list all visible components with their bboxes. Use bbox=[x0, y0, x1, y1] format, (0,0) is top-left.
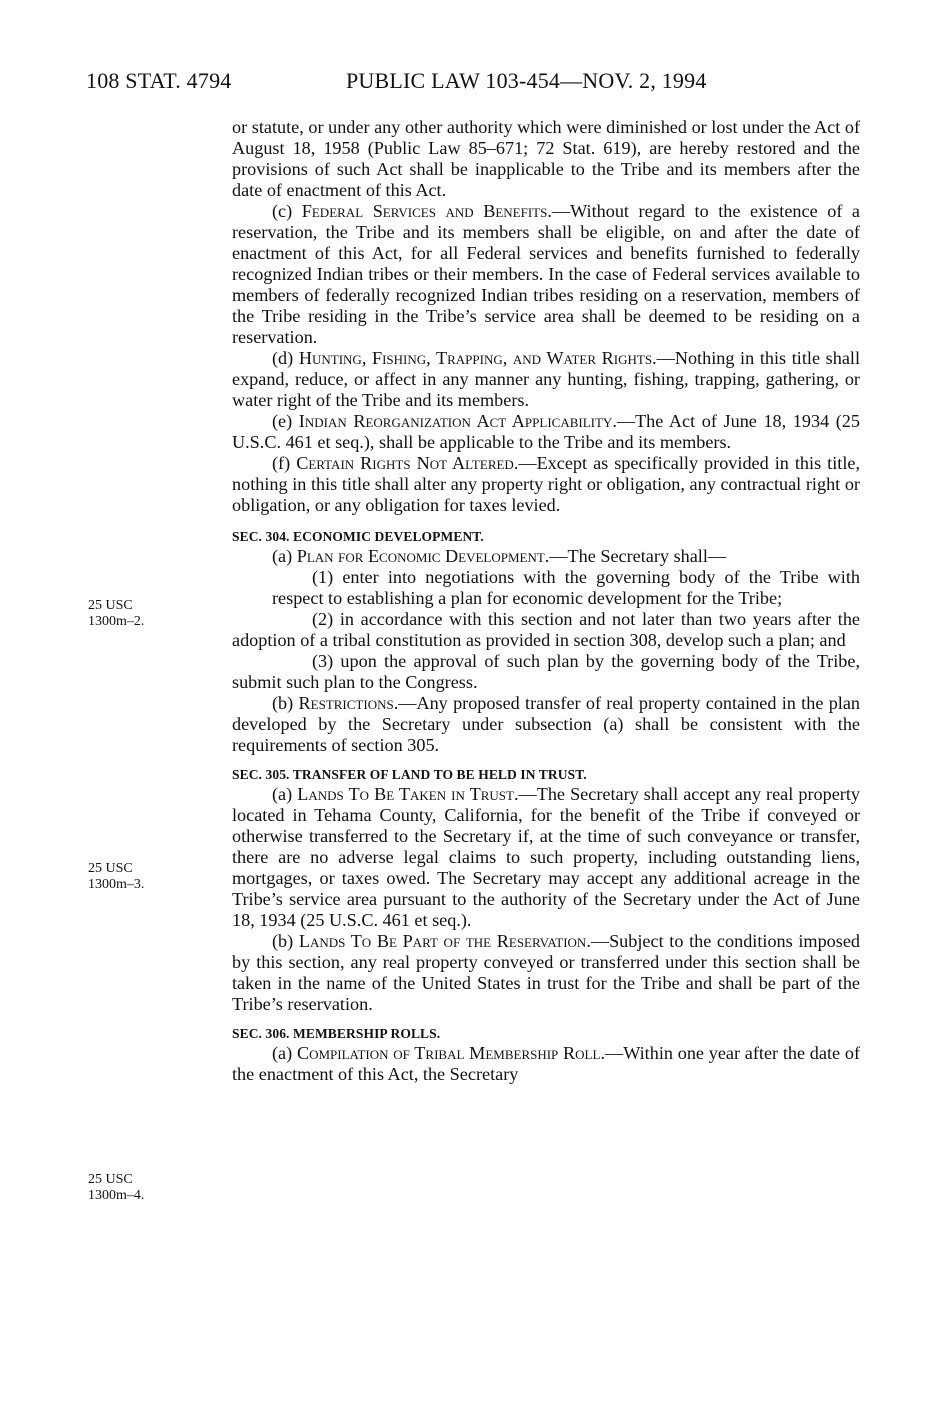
margin-note-text: 25 USC 1300m–4. bbox=[88, 1172, 145, 1203]
subsection-text: —Within one year after the date of the enactment of this Act, the Secretary bbox=[232, 1043, 860, 1084]
section-heading-305: SEC. 305. TRANSFER OF LAND TO BE HELD IN TRUST. bbox=[232, 767, 587, 782]
subsection-text: —The Act of June 18, 1934 (25 U.S.C. 461 et seq.), shall be applicable to the Tribe and its members. bbox=[232, 411, 860, 452]
margin-note-sec-306 bbox=[88, 1172, 144, 1204]
subsection-heading: Compilation of Tribal Membership Roll. bbox=[296, 1043, 605, 1063]
margin-note-sec-304 bbox=[88, 598, 144, 630]
subsection-label: (c) bbox=[272, 201, 293, 221]
sec304-subsection-a bbox=[232, 546, 860, 567]
subsection-heading: Lands To Be Taken in Trust. bbox=[297, 784, 519, 804]
margin-note-text: 25 USC 1300m–3. bbox=[88, 861, 145, 892]
subsection-text: —Except as specifically provided in this title, nothing in this title shall alter any property right or obligation, any contractual right or obligation, or any obligation for taxes levied. bbox=[232, 453, 860, 515]
subsection-text: —The Secretary shall accept any real property located in Tehama County, California, for the benefit of the Tribe if conveyed or otherwise transferred to the Secretary if, at the time of such conveyance or transfer, there are no adverse legal claims to such property, including outstanding liens, mortgages, or taxes owed. The Secretary may accept any additional acreage in the Tribe’s service area pursuant to the authority of the Secretary under the Act of June 18, 1934 (25 U.S.C. 461 et seq.). bbox=[232, 784, 860, 930]
subsection-text: —Without regard to the existence of a reservation, the Tribe and its members shall be eligible, on and after the date of enactment of this Act, for all Federal services and benefits furnished to federally recognized Indian tribes or their members. In the case of Federal services available to members of federally recognized Indian tribes residing on a reservation, members of the Tribe residing in the Tribe’s service area shall be deemed to be residing on a reservation. bbox=[232, 201, 861, 347]
law-title: PUBLIC LAW 103-454—NOV. 2, 1994 bbox=[346, 68, 707, 93]
subsection-text: —The Secretary shall— bbox=[549, 546, 727, 566]
margin-note-sec-305 bbox=[88, 861, 144, 893]
subsection-text: —Any proposed transfer of real property contained in the plan developed by the Secretary under subsection (a) shall be consistent with the requirements of section 305. bbox=[232, 693, 861, 755]
subsection-heading: Restrictions. bbox=[298, 693, 399, 713]
sec304-item-2: (2) in accordance with this section and not later than two years after the adoption of a tribal constitution as provided in section 308, develop such a plan; and bbox=[232, 609, 860, 650]
page-number: 108 STAT. 4794 bbox=[86, 68, 232, 93]
subsection-heading: Certain Rights Not Altered. bbox=[296, 453, 519, 473]
sec305-subsection-a bbox=[232, 784, 860, 931]
subsection-label: (a) bbox=[272, 1043, 293, 1063]
subsection-heading: Plan for Economic Development. bbox=[296, 546, 550, 566]
sec306-subsection-a bbox=[232, 1043, 860, 1085]
subsection-text: —Nothing in this title shall expand, reduce, or affect in any manner any hunting, fishing, trapping, gathering, or water right of the Tribe and its members. bbox=[232, 348, 860, 410]
subsection-heading: Lands To Be Part of the Reservation. bbox=[298, 931, 591, 951]
subsection-c bbox=[232, 201, 860, 348]
subsection-heading: Federal Services and Benefits. bbox=[301, 201, 552, 221]
item-text: (1) enter into negotiations with the governing body of the Tribe with respect to establishing a plan for economic development for the Tribe; bbox=[272, 567, 860, 608]
subsection-heading: Hunting, Fishing, Trapping, and Water Rights. bbox=[298, 348, 657, 368]
subsection-d bbox=[232, 348, 860, 411]
subsection-label: (d) bbox=[272, 348, 294, 368]
subsection-label: (a) bbox=[272, 784, 293, 804]
subsection-label: (e) bbox=[272, 411, 293, 431]
subsection-heading: Indian Reorganization Act Applicability. bbox=[298, 411, 617, 431]
subsection-label: (b) bbox=[272, 693, 294, 713]
subsection-text: —Subject to the conditions imposed by this section, any real property conveyed or transferred under this section shall be taken in the name of the United States in trust for the Tribe and shall be part of the Tribe’s reservation. bbox=[232, 931, 860, 1014]
section-heading-304: SEC. 304. ECONOMIC DEVELOPMENT. bbox=[232, 529, 484, 544]
subsection-label: (a) bbox=[272, 546, 293, 566]
subsection-f bbox=[232, 453, 860, 516]
sec304-item-3: (3) upon the approval of such plan by the governing body of the Tribe, submit such plan to the Congress. bbox=[232, 651, 860, 692]
section-heading-306: SEC. 306. MEMBERSHIP ROLLS. bbox=[232, 1026, 441, 1041]
sec304-subsection-b bbox=[232, 693, 860, 756]
subsection-e bbox=[232, 411, 860, 453]
document-body bbox=[232, 117, 860, 1085]
sec305-subsection-b bbox=[232, 931, 860, 1015]
sec304-item-1 bbox=[232, 567, 860, 609]
subsection-label: (f) bbox=[272, 453, 291, 473]
subsection-label: (b) bbox=[272, 931, 294, 951]
margin-note-text: 25 USC 1300m–2. bbox=[88, 598, 145, 629]
paragraph-continuation: or statute, or under any other authority which were diminished or lost under the Act of August 18, 1958 (Public Law 85–671; 72 Stat. 619), are hereby restored and the provisions of such Act shall be inapplicable to the Tribe and its members after the date of enactment of this Act. bbox=[232, 117, 860, 200]
